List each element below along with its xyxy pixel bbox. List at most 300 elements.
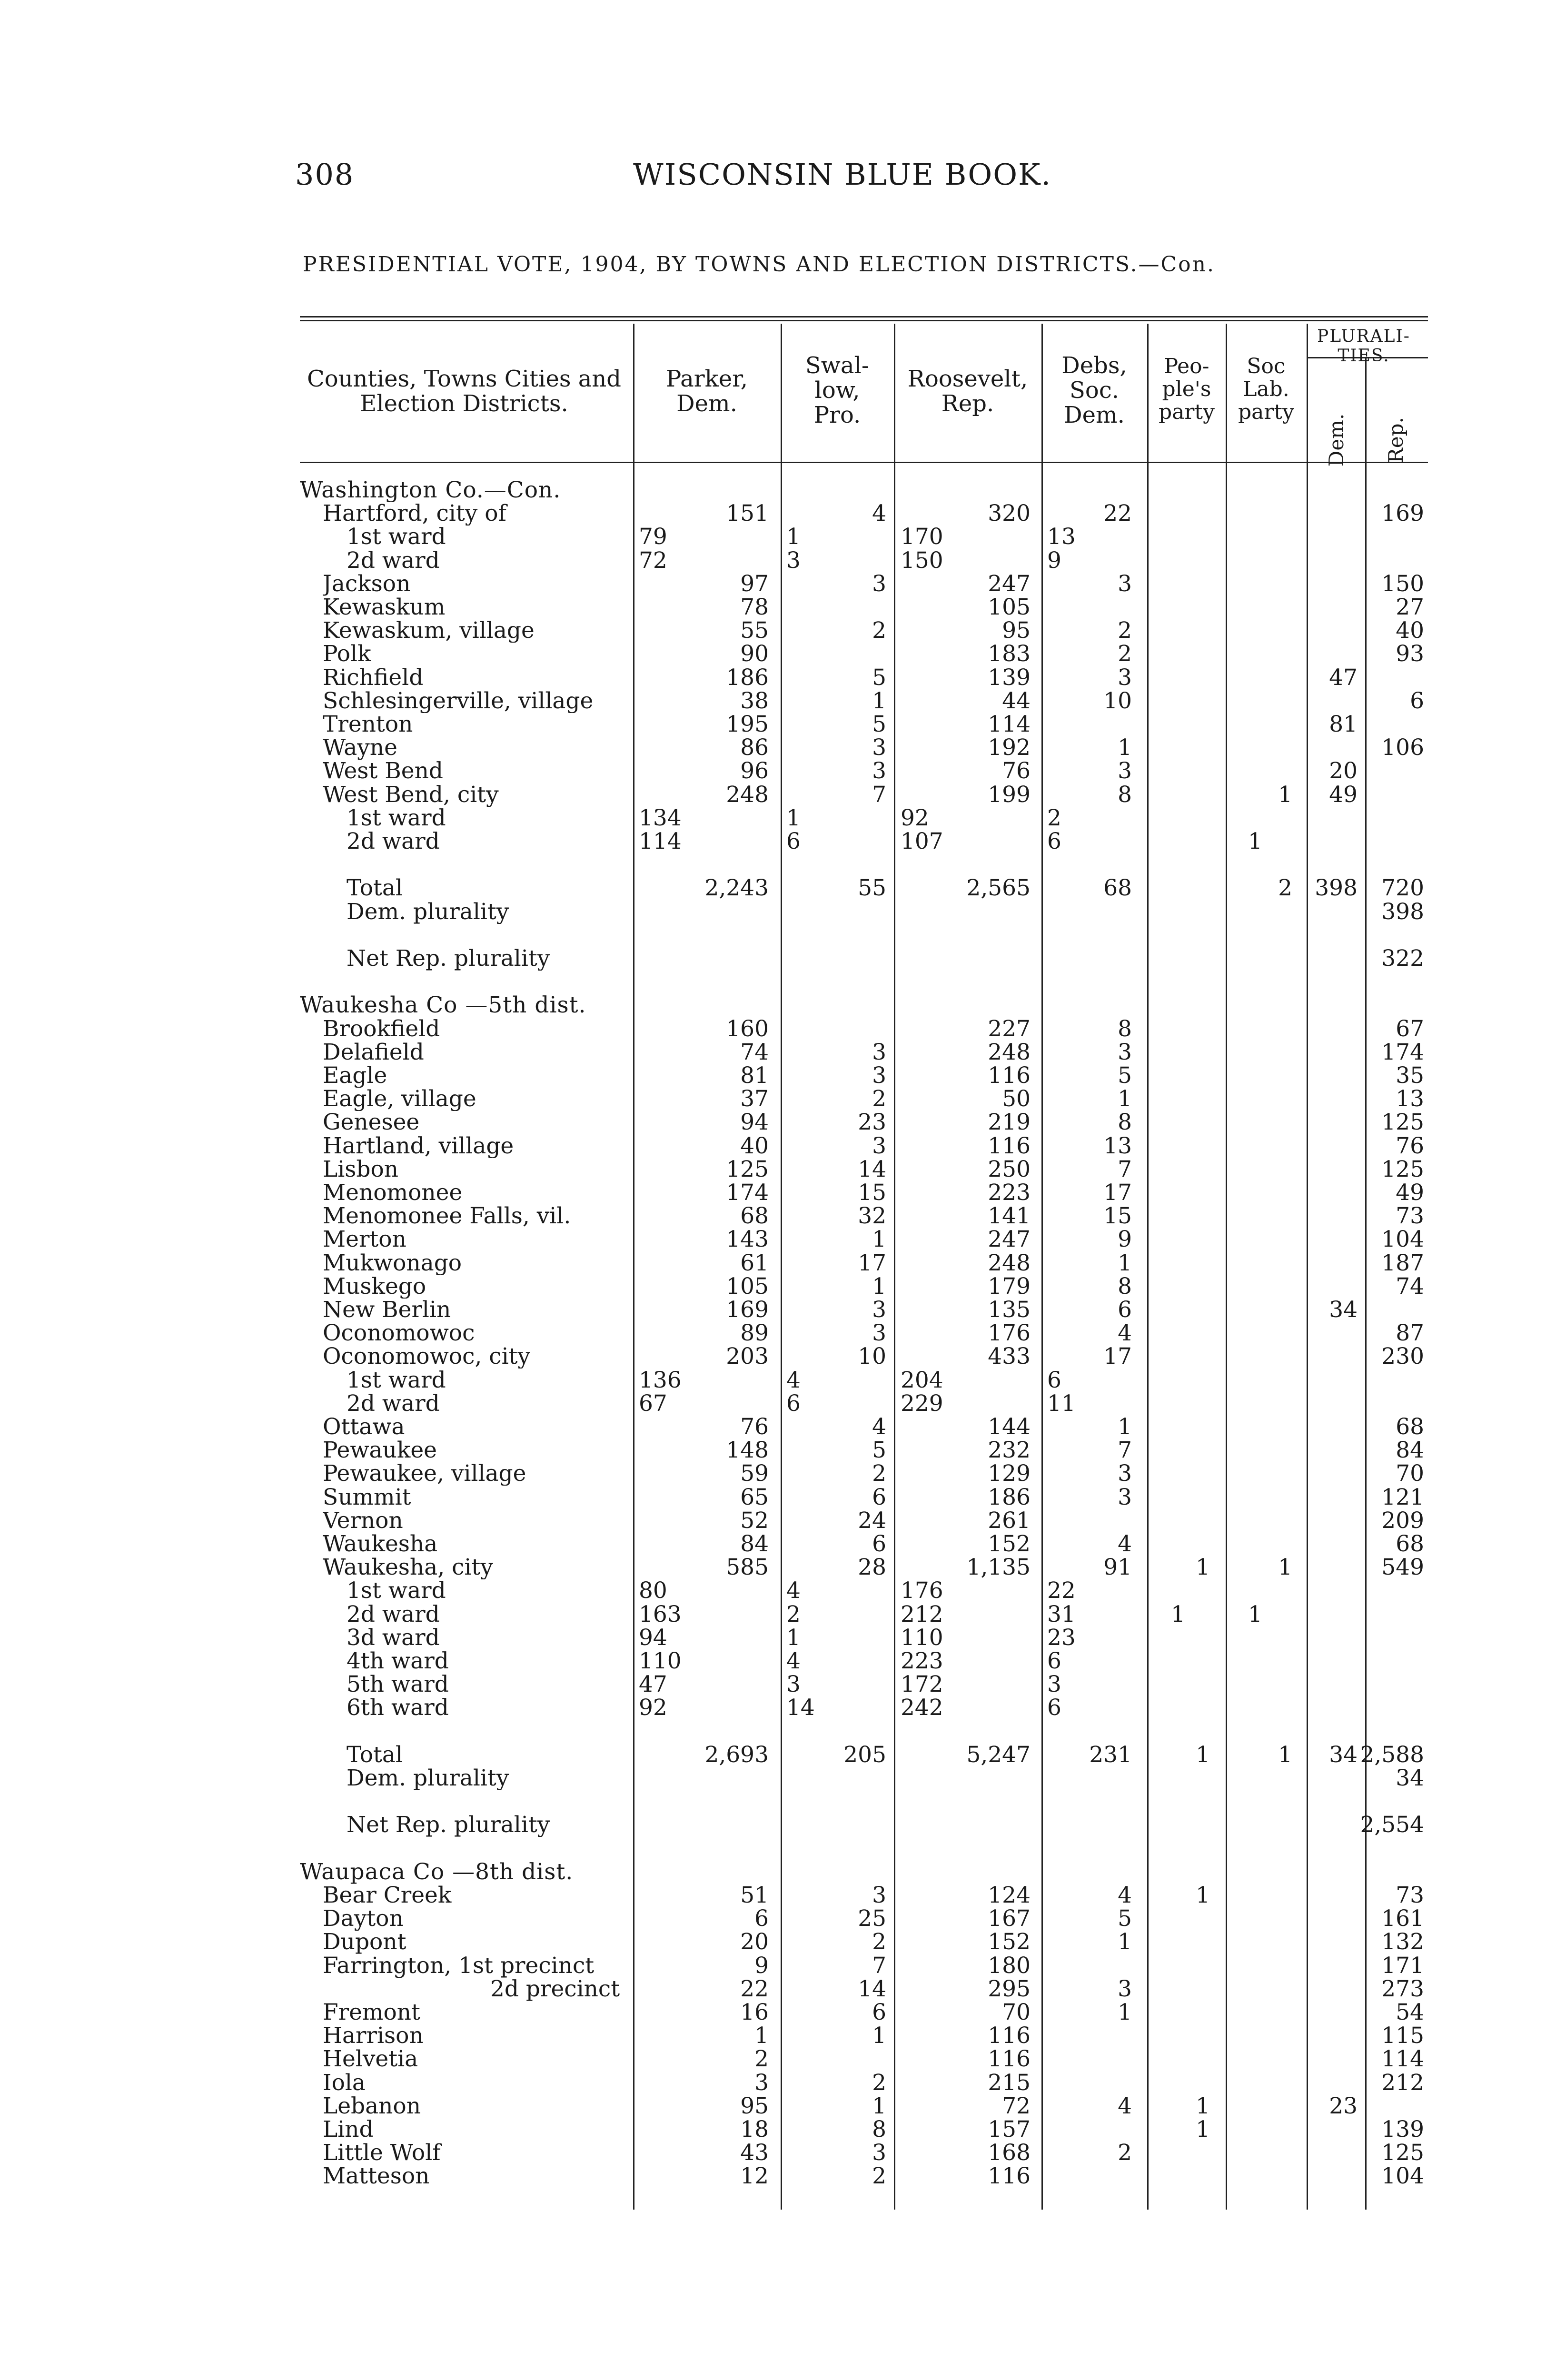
cell-roosevelt: 176 — [988, 1320, 1031, 1347]
table-row — [300, 2047, 1428, 2071]
cell-parker: 151 — [726, 500, 769, 527]
cell-rep: 174 — [1381, 1039, 1424, 1065]
cell-swallow: 24 — [858, 1507, 886, 1534]
cell-roosevelt: 433 — [988, 1343, 1031, 1370]
table-row — [300, 1041, 1428, 1064]
cell-roosevelt: 215 — [988, 2069, 1031, 2096]
table-row — [300, 1298, 1428, 1322]
cell-debs: 3 — [1118, 1975, 1132, 2002]
cell-swallow: 7 — [872, 1952, 886, 1979]
cell-swallow: 2 — [872, 1460, 886, 1487]
cell-swallow: 2 — [872, 1929, 886, 1955]
district-name: Kewaskum, village — [323, 619, 535, 643]
district-name: 1st ward — [347, 806, 446, 830]
cell-roosevelt: 76 — [1002, 758, 1031, 784]
ward-cell-swallow: 6 — [786, 828, 801, 854]
county-heading-row — [300, 478, 1428, 502]
county-heading-row — [300, 1860, 1428, 1884]
cell-rep: 34 — [1396, 1765, 1424, 1791]
cell-rep: 150 — [1381, 570, 1424, 597]
table-row — [300, 1766, 1428, 1790]
cell-rep: 68 — [1396, 1531, 1424, 1557]
cell-rep: 169 — [1381, 500, 1424, 527]
cell-debs: 91 — [1103, 1554, 1132, 1581]
table-row — [300, 1837, 1428, 1861]
cell-swallow: 3 — [872, 1297, 886, 1323]
debs-heading — [1044, 353, 1145, 427]
cell-parker: 61 — [740, 1250, 769, 1276]
ward-cell-roosevelt: 172 — [901, 1671, 943, 1698]
table-row — [300, 619, 1428, 643]
cell-roosevelt: 105 — [988, 594, 1031, 620]
cell-swallow: 1 — [872, 687, 886, 714]
cell-debs: 68 — [1103, 875, 1132, 902]
district-name: Harrison — [323, 2024, 424, 2048]
cell-rep: 67 — [1396, 1015, 1424, 1042]
heading-line: Soc. — [1070, 377, 1119, 404]
cell-rep: 187 — [1381, 1250, 1424, 1276]
cell-parker: 81 — [740, 1062, 769, 1089]
table-row — [300, 759, 1428, 783]
cell-parker: 76 — [740, 1414, 769, 1440]
cell-roosevelt: 192 — [988, 734, 1031, 761]
cell-rep: 87 — [1396, 1320, 1424, 1347]
district-name: Waukesha — [323, 1532, 438, 1556]
ward-cell-debs: 22 — [1047, 1577, 1076, 1604]
ward-cell-roosevelt: 212 — [901, 1601, 943, 1627]
district-name: Net Rep. plurality — [347, 947, 550, 971]
cell-rep: 84 — [1396, 1437, 1424, 1464]
table-row — [300, 1158, 1428, 1181]
cell-roosevelt: 141 — [988, 1203, 1031, 1230]
cell-debs: 3 — [1118, 1484, 1132, 1510]
pluralities-heading: PLURALI-TIES. — [1317, 327, 1410, 366]
ward-cell-debs: 11 — [1047, 1390, 1076, 1417]
district-name: Washington Co.—Con. — [300, 478, 561, 502]
ward-cell-parker: 114 — [639, 828, 682, 854]
cell-swallow: 2 — [872, 1086, 886, 1112]
ward-cell-swallow: 1 — [786, 804, 801, 831]
cell-parker: 37 — [740, 1086, 769, 1112]
cell-parker: 2,693 — [704, 1741, 769, 1768]
table-row — [300, 666, 1428, 690]
table-row — [300, 1134, 1428, 1158]
cell-rep: 49 — [1396, 1180, 1424, 1206]
district-name: Ottawa — [323, 1415, 405, 1439]
district-name: Merton — [323, 1228, 406, 1252]
ward-cell-swallow: 1 — [786, 524, 801, 550]
cell-roosevelt: 50 — [1002, 1086, 1031, 1112]
cell-swallow: 32 — [858, 1203, 886, 1230]
cell-swallow: 205 — [843, 1741, 886, 1768]
header-bottom-rule — [300, 462, 1428, 463]
district-name: Pewaukee, village — [323, 1462, 526, 1486]
district-name: Summit — [323, 1485, 411, 1509]
cell-debs: 4 — [1118, 1882, 1132, 1908]
ward-cell-parker: 92 — [639, 1695, 667, 1721]
cell-swallow: 3 — [872, 570, 886, 597]
cell-parker: 248 — [726, 781, 769, 808]
table-row — [300, 783, 1428, 807]
cell-debs: 3 — [1118, 758, 1132, 784]
cell-roosevelt: 180 — [988, 1952, 1031, 1979]
table-row — [300, 1930, 1428, 1954]
cell-debs: 13 — [1103, 1132, 1132, 1159]
district-name: Dem. plurality — [347, 1766, 509, 1790]
cell-parker: 59 — [740, 1460, 769, 1487]
district-name: Dupont — [323, 1930, 406, 1954]
table-row — [300, 970, 1428, 994]
cell-rep: 171 — [1381, 1952, 1424, 1979]
cell-rep: 73 — [1396, 1203, 1424, 1230]
table-row — [300, 923, 1428, 947]
cell-debs: 4 — [1118, 2092, 1132, 2119]
table-row — [300, 2141, 1428, 2165]
cell-swallow: 17 — [858, 1250, 886, 1276]
ward-cell-roosevelt: 107 — [901, 828, 943, 854]
table-row — [300, 1509, 1428, 1533]
plurality-rep-heading: Rep. — [1384, 417, 1407, 463]
ward-cell-swallow: 4 — [786, 1577, 801, 1604]
cell-rep: 73 — [1396, 1882, 1424, 1908]
cell-rep: 6 — [1410, 687, 1424, 714]
cell-dem: 49 — [1329, 781, 1358, 808]
district-name: Eagle — [323, 1064, 387, 1088]
cell-parker: 169 — [726, 1297, 769, 1323]
district-name: Oconomowoc — [323, 1321, 475, 1346]
district-name: Bear Creek — [323, 1884, 452, 1907]
cell-rep: 93 — [1396, 641, 1424, 667]
ward-cell-debs: 3 — [1047, 1671, 1061, 1698]
table-row — [300, 549, 1428, 573]
cell-rep: 104 — [1381, 1226, 1424, 1253]
cell-debs: 1 — [1118, 1250, 1132, 1276]
cell-parker: 16 — [740, 1999, 769, 2025]
cell-roosevelt: 167 — [988, 1905, 1031, 1932]
district-name: Genesee — [323, 1111, 420, 1135]
cell-roosevelt: 139 — [988, 664, 1031, 691]
table-row — [300, 876, 1428, 900]
heading-line: Lab. — [1243, 377, 1289, 401]
table-row — [300, 830, 1428, 853]
plurality-dem-heading: Dem. — [1325, 413, 1348, 467]
district-name: 1st ward — [347, 525, 446, 549]
cell-rep: 54 — [1396, 1999, 1424, 2025]
cell-roosevelt: 250 — [988, 1156, 1031, 1182]
district-name: 5th ward — [347, 1673, 449, 1697]
cell-parker: 174 — [726, 1180, 769, 1206]
table-row — [300, 1720, 1428, 1744]
ward-cell-debs: 13 — [1047, 524, 1076, 550]
ward-cell-swallow: 1 — [786, 1624, 801, 1651]
district-name: 1st ward — [347, 1368, 446, 1392]
cell-parker: 68 — [740, 1203, 769, 1230]
cell-parker: 90 — [740, 641, 769, 667]
cell-debs: 5 — [1118, 1905, 1132, 1932]
table-row — [300, 1556, 1428, 1579]
heading-line: Soc — [1247, 354, 1286, 378]
district-name: Lebanon — [323, 2094, 421, 2118]
cell-debs: 9 — [1118, 1226, 1132, 1253]
table-row — [300, 1696, 1428, 1720]
cell-soclab: 1 — [1278, 1741, 1292, 1768]
cell-peoples: 1 — [1196, 1882, 1210, 1908]
cell-rep: 76 — [1396, 1132, 1424, 1159]
ward-cell-swallow: 3 — [786, 1671, 801, 1698]
district-name: Total — [347, 1743, 403, 1767]
cell-roosevelt: 247 — [988, 570, 1031, 597]
heading-line: party — [1159, 400, 1215, 424]
district-name: 2d ward — [347, 830, 440, 853]
table-row — [300, 1603, 1428, 1626]
cell-parker: 20 — [740, 1929, 769, 1955]
cell-rep: 74 — [1396, 1273, 1424, 1299]
district-name: Schlesingerville, village — [323, 689, 594, 713]
cell-rep: 125 — [1381, 1109, 1424, 1136]
cell-rep: 70 — [1396, 1460, 1424, 1487]
cell-debs: 6 — [1118, 1297, 1132, 1323]
table-row — [300, 2094, 1428, 2118]
heading-line: Dem. — [1064, 402, 1125, 428]
table-row — [300, 1087, 1428, 1111]
cell-roosevelt: 232 — [988, 1437, 1031, 1464]
heading-line: Swal- — [805, 352, 870, 379]
ward-cell-roosevelt: 92 — [901, 804, 929, 831]
cell-roosevelt: 183 — [988, 641, 1031, 667]
cell-parker: 186 — [726, 664, 769, 691]
ward-cell-parker: 79 — [639, 524, 667, 550]
cell-swallow: 5 — [872, 711, 886, 737]
ward-cell-debs: 6 — [1047, 1695, 1061, 1721]
cell-rep: 273 — [1381, 1975, 1424, 2002]
cell-debs: 7 — [1118, 1437, 1132, 1464]
cell-rep: 40 — [1396, 617, 1424, 644]
cell-parker: 89 — [740, 1320, 769, 1347]
cell-swallow: 3 — [872, 2140, 886, 2166]
cell-debs: 22 — [1103, 500, 1132, 527]
cell-parker: 43 — [740, 2140, 769, 2166]
cell-parker: 3 — [754, 2069, 769, 2096]
ward-cell-roosevelt: 242 — [901, 1695, 943, 1721]
cell-rep: 27 — [1396, 594, 1424, 620]
cell-parker: 9 — [754, 1952, 769, 1979]
cell-swallow: 3 — [872, 1039, 886, 1065]
ward-cell-debs: 2 — [1047, 804, 1061, 831]
table-row — [300, 572, 1428, 596]
cell-parker: 55 — [740, 617, 769, 644]
table-row — [300, 1345, 1428, 1368]
cell-rep: 68 — [1396, 1414, 1424, 1440]
cell-rep: 212 — [1381, 2069, 1424, 2096]
cell-soclab: 1 — [1278, 1554, 1292, 1581]
cell-debs: 3 — [1118, 1460, 1132, 1487]
cell-roosevelt: 320 — [988, 500, 1031, 527]
ward-cell-parker: 163 — [639, 1601, 682, 1627]
cell-roosevelt: 114 — [988, 711, 1031, 737]
ward-cell-debs: 23 — [1047, 1624, 1076, 1651]
cell-swallow: 15 — [858, 1180, 886, 1206]
cell-swallow: 1 — [872, 1226, 886, 1253]
cell-swallow: 3 — [872, 1320, 886, 1347]
cell-roosevelt: 116 — [988, 1062, 1031, 1089]
district-name: Farrington, 1st precinct — [323, 1954, 595, 1978]
cell-parker: 74 — [740, 1039, 769, 1065]
cell-parker: 78 — [740, 594, 769, 620]
cell-swallow: 6 — [872, 1999, 886, 2025]
cell-parker: 18 — [740, 2116, 769, 2142]
cell-rep: 115 — [1381, 2023, 1424, 2049]
cell-dem: 23 — [1329, 2092, 1358, 2119]
ward-cell-parker: 80 — [639, 1577, 667, 1604]
table-row — [300, 1064, 1428, 1088]
soclab-heading — [1228, 355, 1304, 424]
district-name: Total — [347, 876, 403, 901]
cell-rep: 121 — [1381, 1484, 1424, 1510]
cell-swallow: 3 — [872, 1882, 886, 1908]
ward-cell-roosevelt: 223 — [901, 1648, 943, 1674]
cell-parker: 51 — [740, 1882, 769, 1908]
heading-line: Dem. — [676, 390, 737, 417]
cell-debs: 7 — [1118, 1156, 1132, 1182]
district-name: Matteson — [323, 2164, 430, 2189]
ward-cell-roosevelt: 204 — [901, 1367, 943, 1393]
cell-roosevelt: 186 — [988, 1484, 1031, 1510]
ward-cell-parker: 72 — [639, 547, 667, 574]
cell-debs: 1 — [1118, 734, 1132, 761]
cell-swallow: 1 — [872, 2023, 886, 2049]
heading-line: Roosevelt, — [907, 366, 1028, 392]
ward-cell-parker: 94 — [639, 1624, 667, 1651]
ward-cell-peoples: 1 — [1171, 1601, 1185, 1627]
cell-debs: 3 — [1118, 570, 1132, 597]
swallow-heading — [783, 353, 892, 427]
cell-roosevelt: 152 — [988, 1531, 1031, 1557]
cell-roosevelt: 116 — [988, 1132, 1031, 1159]
cell-swallow: 1 — [872, 2092, 886, 2119]
table-row — [300, 502, 1428, 526]
cell-swallow: 3 — [872, 1132, 886, 1159]
cell-swallow: 4 — [872, 1414, 886, 1440]
cell-roosevelt: 168 — [988, 2140, 1031, 2166]
cell-parker: 2,243 — [704, 875, 769, 902]
cell-parker: 65 — [740, 1484, 769, 1510]
ward-cell-roosevelt: 229 — [901, 1390, 943, 1417]
cell-debs: 5 — [1118, 1062, 1132, 1089]
table-row — [300, 525, 1428, 549]
table-row — [300, 1907, 1428, 1931]
table-row — [300, 2071, 1428, 2095]
table-title: PRESIDENTIAL VOTE, 1904, BY TOWNS AND ELECTION DISTRICTS.—Con. — [303, 252, 1215, 277]
peoples-heading — [1150, 355, 1224, 424]
table-row — [300, 1532, 1428, 1556]
table-row — [300, 1111, 1428, 1134]
roosevelt-heading — [896, 367, 1039, 416]
district-name: Hartland, village — [323, 1134, 514, 1158]
cell-parker: 40 — [740, 1132, 769, 1159]
book-title: WISCONSIN BLUE BOOK. — [633, 157, 1052, 192]
district-name: Net Rep. plurality — [347, 1813, 550, 1837]
cell-debs: 231 — [1089, 1741, 1132, 1768]
cell-swallow: 14 — [858, 1975, 886, 2002]
cell-dem: 34 — [1329, 1297, 1358, 1323]
heading-line: Peo- — [1164, 354, 1209, 378]
cell-roosevelt: 116 — [988, 2046, 1031, 2073]
cell-roosevelt: 95 — [1002, 617, 1031, 644]
district-name: Dem. plurality — [347, 900, 509, 924]
cell-swallow: 7 — [872, 781, 886, 808]
cell-debs: 1 — [1118, 1999, 1132, 2025]
table-row — [300, 1368, 1428, 1392]
district-name: Menomonee — [323, 1181, 463, 1205]
heading-line: Debs, — [1061, 352, 1127, 379]
table-top-rule-2 — [300, 320, 1428, 321]
district-name: Menomonee Falls, vil. — [323, 1204, 571, 1229]
table-row — [300, 1251, 1428, 1275]
district-name: Dayton — [323, 1907, 404, 1931]
cell-parker: 585 — [726, 1554, 769, 1581]
heading-line: low, — [814, 377, 860, 404]
cell-parker: 94 — [740, 1109, 769, 1136]
cell-debs: 2 — [1118, 2140, 1132, 2166]
cell-parker: 1 — [754, 2023, 769, 2049]
cell-roosevelt: 2,565 — [966, 875, 1031, 902]
district-name: Wayne — [323, 736, 397, 760]
district-name: Hartford, city of — [323, 502, 506, 526]
district-name: 1st ward — [347, 1579, 446, 1603]
cell-rep: 114 — [1381, 2046, 1424, 2073]
cell-debs: 10 — [1103, 687, 1132, 714]
ward-cell-parker: 134 — [639, 804, 682, 831]
cell-debs: 4 — [1118, 1531, 1132, 1557]
cell-debs: 1 — [1118, 1414, 1132, 1440]
cell-rep: 322 — [1381, 945, 1424, 972]
cell-roosevelt: 261 — [988, 1507, 1031, 1534]
cell-roosevelt: 135 — [988, 1297, 1031, 1323]
cell-roosevelt: 223 — [988, 1180, 1031, 1206]
cell-roosevelt: 129 — [988, 1460, 1031, 1487]
heading-line: Pro. — [813, 402, 861, 428]
cell-debs: 15 — [1103, 1203, 1132, 1230]
table-row — [300, 1579, 1428, 1603]
vote-table — [300, 309, 1428, 2213]
cell-roosevelt: 248 — [988, 1250, 1031, 1276]
district-name: Waukesha, city — [323, 1556, 493, 1580]
cell-parker: 6 — [754, 1905, 769, 1932]
district-name: 2d ward — [347, 1391, 440, 1416]
cell-soclab: 2 — [1278, 875, 1292, 902]
county-heading-row — [300, 993, 1428, 1017]
district-name: Kewaskum — [323, 595, 446, 619]
ward-cell-debs: 9 — [1047, 547, 1061, 574]
table-row — [300, 1673, 1428, 1696]
district-name: 2d precinct — [490, 1977, 620, 2001]
table-row — [300, 1017, 1428, 1041]
table-row — [300, 2024, 1428, 2048]
cell-rep: 132 — [1381, 1929, 1424, 1955]
cell-rep: 2,554 — [1360, 1812, 1424, 1838]
cell-parker: 160 — [726, 1015, 769, 1042]
cell-roosevelt: 179 — [988, 1273, 1031, 1299]
cell-roosevelt: 124 — [988, 1882, 1031, 1908]
district-name: Richfield — [323, 665, 424, 690]
table-row — [300, 689, 1428, 713]
district-name: 2d ward — [347, 1602, 440, 1626]
table-row — [300, 1415, 1428, 1439]
district-name: Lind — [323, 2118, 374, 2142]
cell-swallow: 2 — [872, 617, 886, 644]
table-row — [300, 1181, 1428, 1205]
cell-parker: 203 — [726, 1343, 769, 1370]
